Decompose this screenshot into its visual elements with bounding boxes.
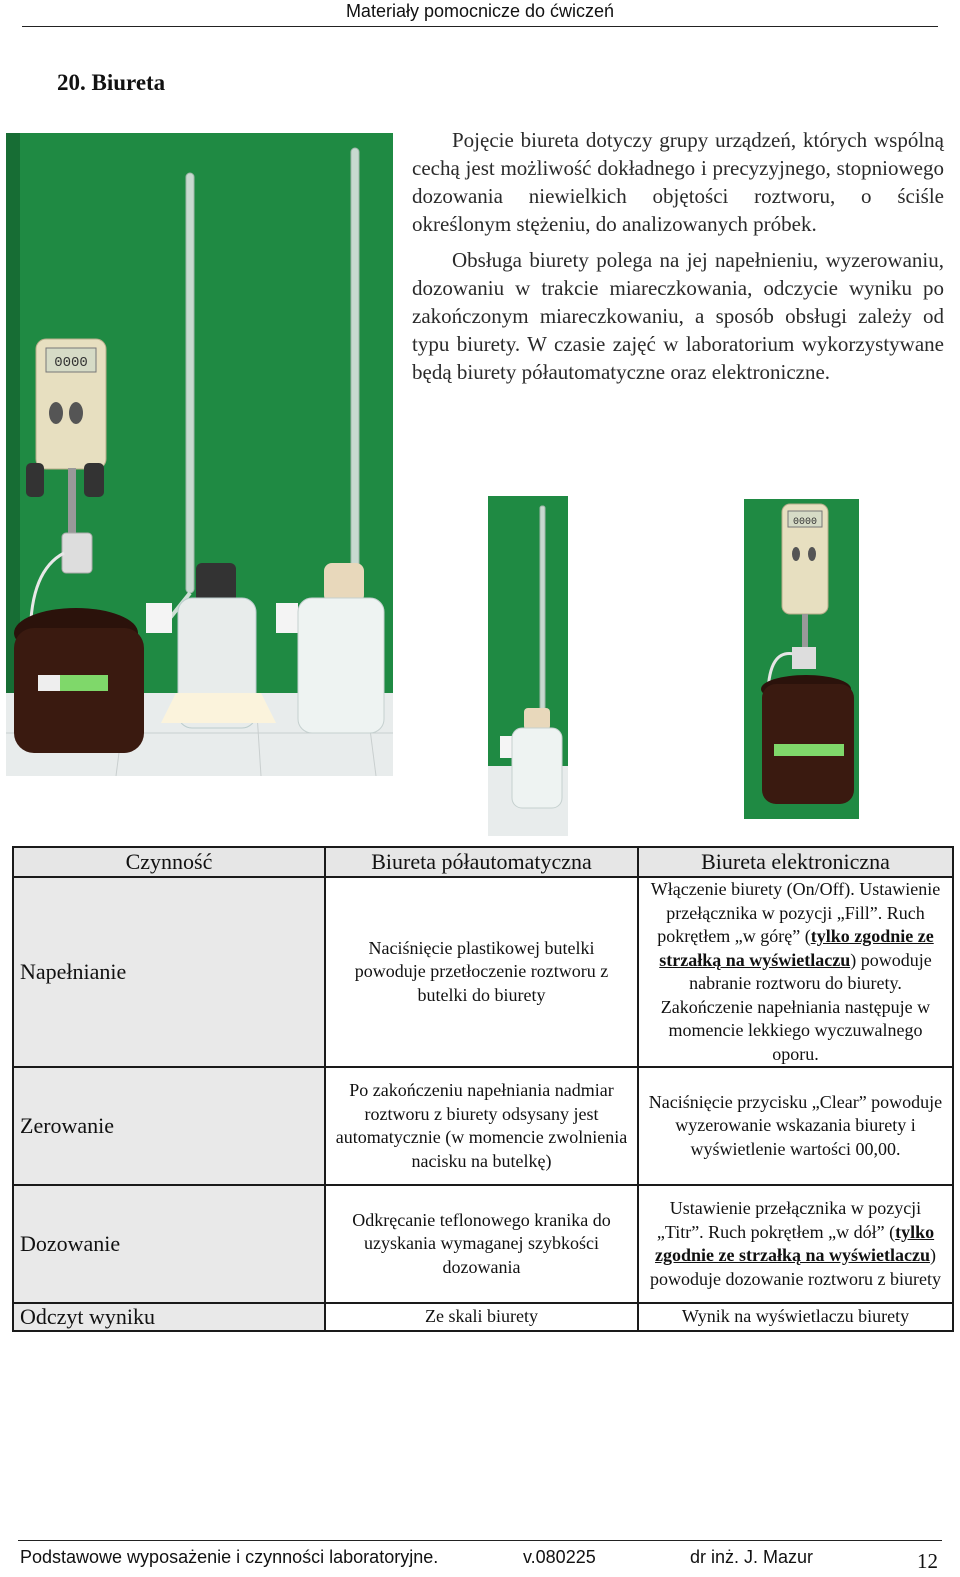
row-label: Zerowanie — [13, 1067, 325, 1185]
table-header-row — [13, 847, 953, 877]
semi-automatic-burette-photo — [488, 496, 568, 836]
small-display-reading: 0000 — [792, 517, 818, 528]
footer-course-title: Podstawowe wyposażenie i czynności laboratoryjne. — [20, 1547, 439, 1567]
header-title: Materiały pomocnicze do ćwiczeń — [345, 1, 615, 21]
cell-text: ) powoduje dozowanie roztworu z biurety — [650, 1245, 941, 1289]
row-label: Dozowanie — [13, 1185, 325, 1303]
cell-emphasis: tylko zgodnie ze strzałką na wyświetlaczu — [659, 926, 934, 970]
burettes-photo — [6, 133, 393, 776]
table-row — [13, 1303, 953, 1331]
semi-automatic-cell: Po zakończeniu napełniania nadmiar roztworu z biurety odsysany jest automatycznie (w momencie zwolnienia nacisku na butelkę) — [325, 1067, 638, 1185]
semi-automatic-cell: Odkręcanie teflonowego kranika do uzyskania wymaganej szybkości dozowania — [325, 1185, 638, 1303]
page-number: 12 — [917, 1549, 938, 1573]
footer-version: v.080225 — [523, 1547, 596, 1567]
intro-paragraph-2: Obsługa biurety polega na jej napełnieniu, wyzerowaniu, dozowaniu w trakcie miareczkowania, odczycie wyniku po zakończonym miareczkowaniu, a sposób obsługi zależy od typu biurety. W czasie zajęć w laboratorium wykorzystywane będą biurety półautomatyczne oraz elektroniczne. — [412, 248, 944, 384]
cell-text: Włączenie biurety (On/Off). Ustawienie przełącznika w pozycji „Fill”. Ruch pokrętłem „w górę” ( — [650, 879, 941, 946]
header-semi-automatic: Biureta półautomatyczna — [325, 847, 638, 877]
semi-automatic-burette-illustration — [488, 496, 568, 836]
semi-automatic-cell: Ze skali biurety — [325, 1303, 638, 1331]
header-activity: Czynność — [13, 847, 325, 877]
page-footer — [18, 1540, 942, 1573]
burettes-illustration — [6, 133, 393, 776]
main-display-reading: 0000 — [54, 355, 88, 371]
page-header — [22, 0, 938, 27]
electronic-burette-illustration — [744, 499, 859, 819]
cell-emphasis: tylko zgodnie ze strzałką na wyświetlaczu — [655, 1221, 935, 1265]
intro-paragraph-1: Pojęcie biureta dotyczy grupy urządzeń, których wspólną cechą jest możliwość dokładnego i precyzyjnego, stopniowego dozowania niewielkich objętości roztworu, o ściśle określonym stężeniu, do analizowanych próbek. — [412, 128, 944, 236]
section-title: 20. Biureta — [57, 70, 166, 95]
intro-text — [412, 126, 944, 394]
electronic-cell — [638, 877, 953, 1067]
footer-author: dr inż. J. Mazur — [690, 1547, 814, 1567]
semi-automatic-cell: Naciśnięcie plastikowej butelki powoduje przetłoczenie roztworu z butelki do biurety — [325, 877, 638, 1067]
electronic-cell — [638, 1185, 953, 1303]
cell-text: Ustawienie przełącznika w pozycji „Titr”. Ruch pokrętłem „w dół” ( — [656, 1198, 922, 1242]
header-electronic: Biureta elektroniczna — [638, 847, 953, 877]
table-row — [13, 1185, 953, 1303]
row-label: Napełnianie — [13, 877, 325, 1067]
table-row — [13, 1067, 953, 1185]
burette-procedures-table — [12, 846, 954, 1332]
row-label: Odczyt wyniku — [13, 1303, 325, 1331]
electronic-cell: Wynik na wyświetlaczu biurety — [638, 1303, 953, 1331]
table-row — [13, 877, 953, 1067]
cell-text: ) powoduje nabranie roztworu do biurety. Zakończenie napełniania następuje w momencie lekkiego wyczuwalnego oporu. — [660, 949, 932, 1064]
electronic-cell: Naciśnięcie przycisku „Clear” powoduje wyzerowanie wskazania biurety i wyświetlenie wartości 00,00. — [638, 1067, 953, 1185]
electronic-burette-photo — [744, 499, 859, 819]
